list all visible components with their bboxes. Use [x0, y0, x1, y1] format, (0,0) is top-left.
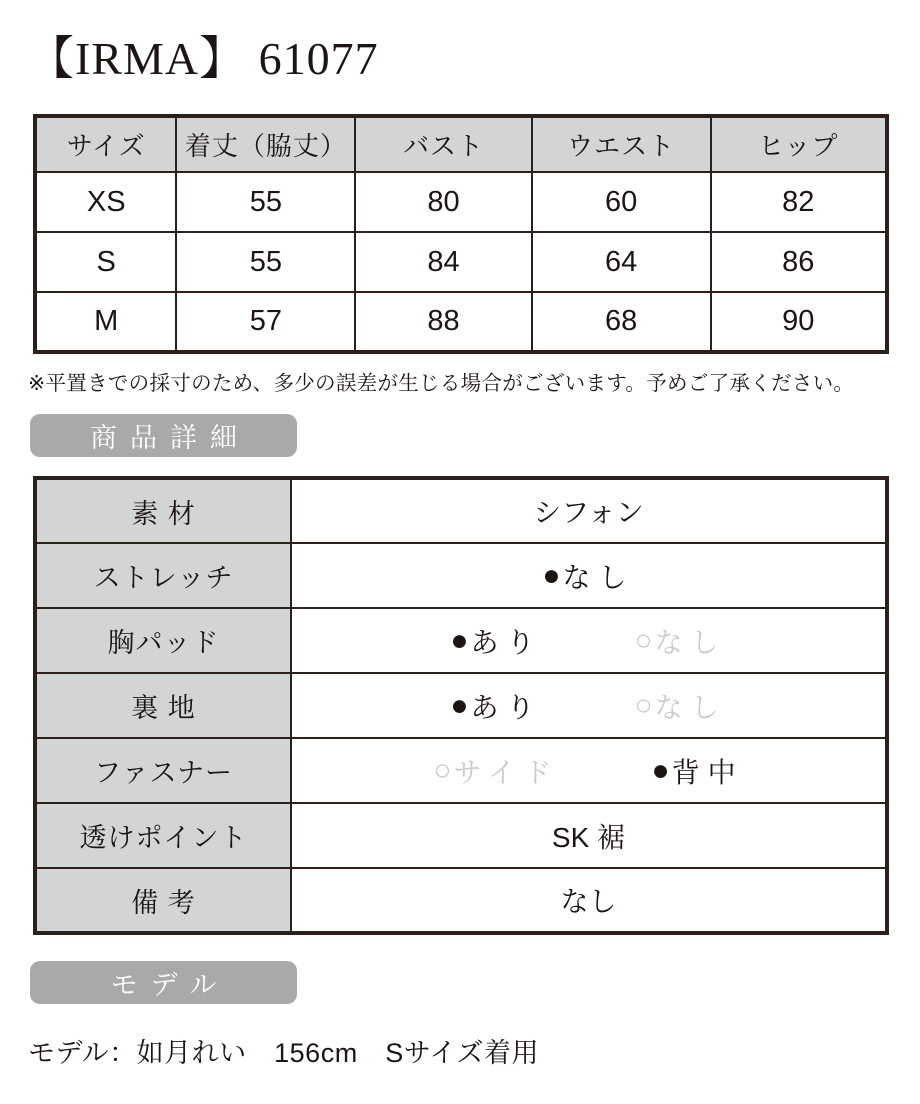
radio-icon	[450, 626, 470, 656]
option-yes	[450, 621, 542, 661]
option-none	[542, 556, 634, 596]
option-label: サイド	[453, 756, 560, 788]
size-cell: S	[35, 232, 176, 292]
detail-row-material	[35, 478, 887, 543]
value-cell: 68	[532, 292, 711, 352]
option-yes	[450, 686, 542, 726]
detail-row-lining	[35, 673, 887, 738]
radio-icon	[542, 561, 562, 591]
radio-icon	[635, 691, 655, 721]
table-row-xs	[35, 172, 887, 232]
column-header-length: 着丈（脇丈）	[176, 116, 355, 172]
value-cell: 57	[176, 292, 355, 352]
radio-icon	[433, 756, 453, 786]
radio-icon	[652, 756, 672, 786]
measurement-note: ※平置きでの採寸のため、多少の誤差が生じる場合がございます。予めご了承ください。	[28, 372, 855, 395]
detail-value: なし	[291, 868, 887, 933]
option-label: なし	[654, 626, 727, 658]
size-chart-table	[33, 114, 889, 354]
detail-label: 備 考	[35, 868, 291, 933]
section-header-model: モデル	[30, 961, 297, 1004]
option-label: なし	[562, 561, 635, 593]
size-cell: M	[35, 292, 176, 352]
column-header-bust: バスト	[355, 116, 531, 172]
size-chart-header-row	[35, 116, 887, 172]
value-cell: 86	[711, 232, 887, 292]
option-no	[635, 621, 727, 661]
detail-row-sheer-point	[35, 803, 887, 868]
table-row-m	[35, 292, 887, 352]
column-header-hip: ヒップ	[711, 116, 887, 172]
option-no	[635, 686, 727, 726]
value-cell: 55	[176, 172, 355, 232]
option-group	[292, 751, 885, 791]
option-label: あり	[470, 691, 543, 723]
detail-row-chest-pad	[35, 608, 887, 673]
option-label: なし	[654, 691, 727, 723]
page-title: 【IRMA】 61077	[28, 33, 379, 84]
value-cell: 82	[711, 172, 887, 232]
value-cell: 90	[711, 292, 887, 352]
option-label: 背中	[671, 756, 744, 788]
column-header-size: サイズ	[35, 116, 176, 172]
value-cell: 60	[532, 172, 711, 232]
model-info-text: モデル：如月れい 156cm Sサイズ着用	[28, 1038, 540, 1068]
detail-row-remarks	[35, 868, 887, 933]
value-cell: 88	[355, 292, 531, 352]
option-group	[292, 621, 885, 661]
value-cell: 55	[176, 232, 355, 292]
detail-row-stretch	[35, 543, 887, 608]
detail-label: 胸パッド	[35, 608, 291, 673]
option-group	[292, 556, 885, 596]
detail-label: ファスナー	[35, 738, 291, 803]
option-group	[292, 686, 885, 726]
detail-label: 透けポイント	[35, 803, 291, 868]
option-label: あり	[470, 626, 543, 658]
detail-label: 素 材	[35, 478, 291, 543]
value-cell: 84	[355, 232, 531, 292]
value-cell: 64	[532, 232, 711, 292]
size-cell: XS	[35, 172, 176, 232]
value-cell: 80	[355, 172, 531, 232]
detail-label: ストレッチ	[35, 543, 291, 608]
column-header-waist: ウエスト	[532, 116, 711, 172]
detail-value: SK 裾	[291, 803, 887, 868]
section-header-product-details: 商品詳細	[30, 414, 297, 457]
table-row-s	[35, 232, 887, 292]
option-back	[652, 751, 744, 791]
product-details-table	[33, 476, 889, 935]
option-side	[433, 751, 559, 791]
detail-value: シフォン	[291, 478, 887, 543]
radio-icon	[635, 626, 655, 656]
detail-row-zipper	[35, 738, 887, 803]
radio-icon	[450, 691, 470, 721]
detail-label: 裏 地	[35, 673, 291, 738]
